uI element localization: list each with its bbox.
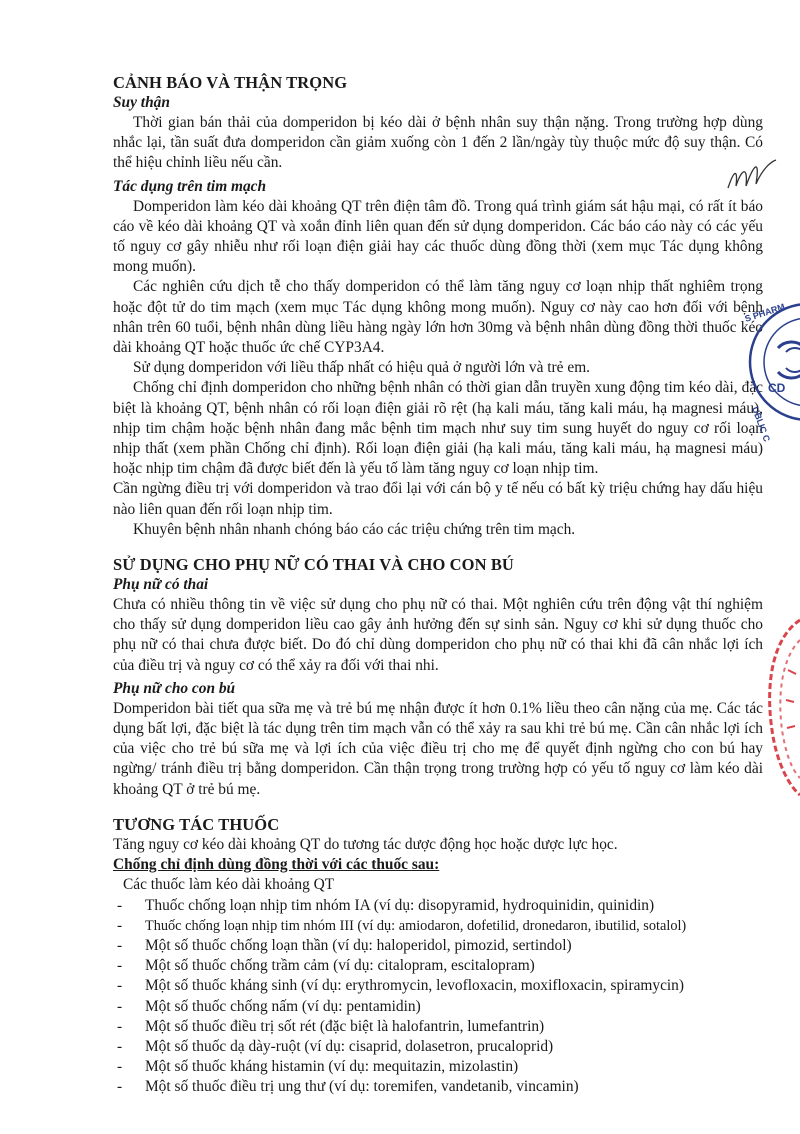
dash-bullet: - [117,1017,123,1035]
dash-bullet: - [117,896,123,914]
subheading-pregnant: Phụ nữ có thai [113,576,209,594]
dash-bullet: - [117,957,123,975]
list-item: - Một số thuốc điều trị sốt rét (đặc biệt là halofantrin, lumefantrin) [113,1017,763,1037]
drug-list [113,896,763,1098]
subheading-renal: Suy thận [113,94,170,111]
list-item: - Một số thuốc chống trầm cảm (ví dụ: citalopram, escitalopram) [113,956,763,976]
company-stamp [738,300,800,450]
dash-bullet: - [117,1037,123,1055]
list-item: - Thuốc chống loạn nhịp tim nhóm III (ví dụ: amiodaron, dofetilid, dronedaron, ibutilid, sotalol) [113,916,763,936]
signature-mark [720,150,780,200]
red-stamp [760,610,800,800]
section-heading-warnings: CẢNH BÁO VÀ THẬN TRỌNG [113,73,348,92]
paragraph-cardiac-1: Domperidon làm kéo dài khoảng QT trên điện tâm đồ. Trong quá trình giám sát hậu mại, có rất ít báo cáo về kéo dài khoảng QT và xoắn đỉnh liên quan đến sử dụng domperidon. Các báo cáo này có các yếu tố nguy cơ gây nhiễu như rối loạn điện giải hay các thuốc dùng đồng thời (xem mục Tác dụng không mong muốn). [113,197,763,276]
paragraph-cardiac-2: Các nghiên cứu dịch tễ cho thấy domperidon có thể làm tăng nguy cơ loạn nhịp thất nghiêm trọng hoặc đột tử do tim mạch (xem mục Tác dụng không mong muốn). Nguy cơ này cao hơn đối với bệnh nhân trên 60 tuổi, bệnh nhân dùng liều hàng ngày lớn hơn 30mg và bệnh nhân dùng đồng thời thuốc kéo dài khoảng QT hoặc thuốc ức chế CYP3A4. [113,278,763,357]
stamp-text-top: S PHARM [743,301,787,324]
dash-bullet: - [117,916,123,934]
subheading-breastfeeding: Phụ nữ cho con bú [113,679,236,697]
paragraph-breastfeeding: Domperidon bài tiết qua sữa mẹ và trẻ bú mẹ nhận được ít hơn 0.1% liều theo cân nặng của mẹ. Các tác dụng bất lợi, đặc biệt là tác dụng trên tim mạch vẫn có thể xảy ra sau khi trẻ bú mẹ. Cần cân nhắc lợi ích của việc cho trẻ bú sữa mẹ và lợi ích của việc điều trị cho mẹ để quyết định ngừng cho con bú hay ngừng/ tránh điều trị bằng domperidon. Cần thận trọng trong trường hợp có yếu tố nguy cơ làm kéo dài khoảng QT ở trẻ bú mẹ. [113,699,763,798]
paragraph-interactions-intro: Tăng nguy cơ kéo dài khoảng QT do tương tác dược động học hoặc dược lực học. [113,835,618,853]
paragraph-cardiac-6: Khuyên bệnh nhân nhanh chóng báo cáo các triệu chứng trên tim mạch. [133,520,576,538]
list-lead: Các thuốc làm kéo dài khoảng QT [123,876,335,894]
dash-bullet: - [117,997,123,1015]
section-heading-pregnancy: SỬ DỤNG CHO PHỤ NỮ CÓ THAI VÀ CHO CON BÚ [113,555,514,575]
dash-bullet: - [117,977,123,995]
stamp-text-bottom: UBLIC C [750,405,773,443]
section-heading-interactions: TƯƠNG TÁC THUỐC [113,814,280,834]
paragraph-cardiac-4: Chống chỉ định domperidon cho những bệnh nhân có thời gian dẫn truyền xung động tim kéo dài, đặc biệt là khoảng QT, bệnh nhân có rối loạn điện giải rõ rệt (hạ kali máu, tăng kali máu, hạ magnesi máu), nhịp tim chậm hoặc bệnh nhân đang mắc bệnh tim mạch như suy tim sung huyết do nguy cơ rối loạn nhịp thất (xem phần Chống chỉ định). Rối loạn điện giải (hạ kali máu, tăng kali máu, hạ magnesi máu) hoặc nhịp tim chậm đã được biết đến là yếu tố làm tăng nguy cơ loạn nhịp tim. [113,379,763,478]
paragraph-pregnant: Chưa có nhiều thông tin về việc sử dụng cho phụ nữ có thai. Một nghiên cứu trên động vật thí nghiệm cho thấy sử dụng domperidon liều cao gây ảnh hưởng đến sự sinh sản. Nguy cơ khi sử dụng thuốc cho phụ nữ có thai chưa được biết. Do đó chỉ dùng domperidon cho phụ nữ có thai khi đã cân nhắc lợi ích của điều trị và nguy cơ có thể xảy ra đối với thai nhi. [113,596,763,674]
list-item: - Một số thuốc điều trị ung thư (ví dụ: toremifen, vandetanib, vincamin) [113,1077,763,1097]
list-item: - Một số thuốc dạ dày-ruột (ví dụ: cisaprid, dolasetron, prucaloprid) [113,1037,763,1057]
subheading-cardiac: Tác dụng trên tim mạch [113,177,267,195]
stamp-text-mid: CD [768,381,786,395]
list-item: - Thuốc chống loạn nhịp tim nhóm IA (ví dụ: disopyramid, hydroquinidin, quinidin) [113,896,763,916]
paragraph-cardiac-5: Cần ngừng điều trị với domperidon và trao đổi lại với cán bộ y tế nếu có bất kỳ triệu chứng hay dấu hiệu nào liên quan đến rối loạn nhịp tim. [113,480,763,518]
dash-bullet: - [117,936,123,954]
list-item: - Một số thuốc chống nấm (ví dụ: pentamidin) [113,997,763,1017]
list-item: - Một số thuốc kháng sinh (ví dụ: erythromycin, levofloxacin, moxifloxacin, spiramycin) [113,976,763,996]
list-item: - Một số thuốc chống loạn thần (ví dụ: haloperidol, pimozid, sertindol) [113,936,763,956]
dash-bullet: - [117,1078,123,1096]
dash-bullet: - [117,1058,123,1076]
contraindication-heading: Chống chỉ định dùng đồng thời với các thuốc sau: [113,856,440,874]
list-item: - Một số thuốc kháng histamin (ví dụ: mequitazin, mizolastin) [113,1057,763,1077]
document-page [113,72,763,1098]
paragraph-renal: Thời gian bán thải của domperidon bị kéo dài ở bệnh nhân suy thận nặng. Trong trường hợp dùng nhắc lại, tần suất đưa domperidon cần giảm xuống còn 1 đến 2 lần/ngày tùy thuộc mức độ suy thận. Có thể hiệu chỉnh liều nếu cần. [113,114,763,172]
paragraph-cardiac-3: Sử dụng domperidon với liều thấp nhất có hiệu quả ở người lớn và trẻ em. [133,359,591,377]
